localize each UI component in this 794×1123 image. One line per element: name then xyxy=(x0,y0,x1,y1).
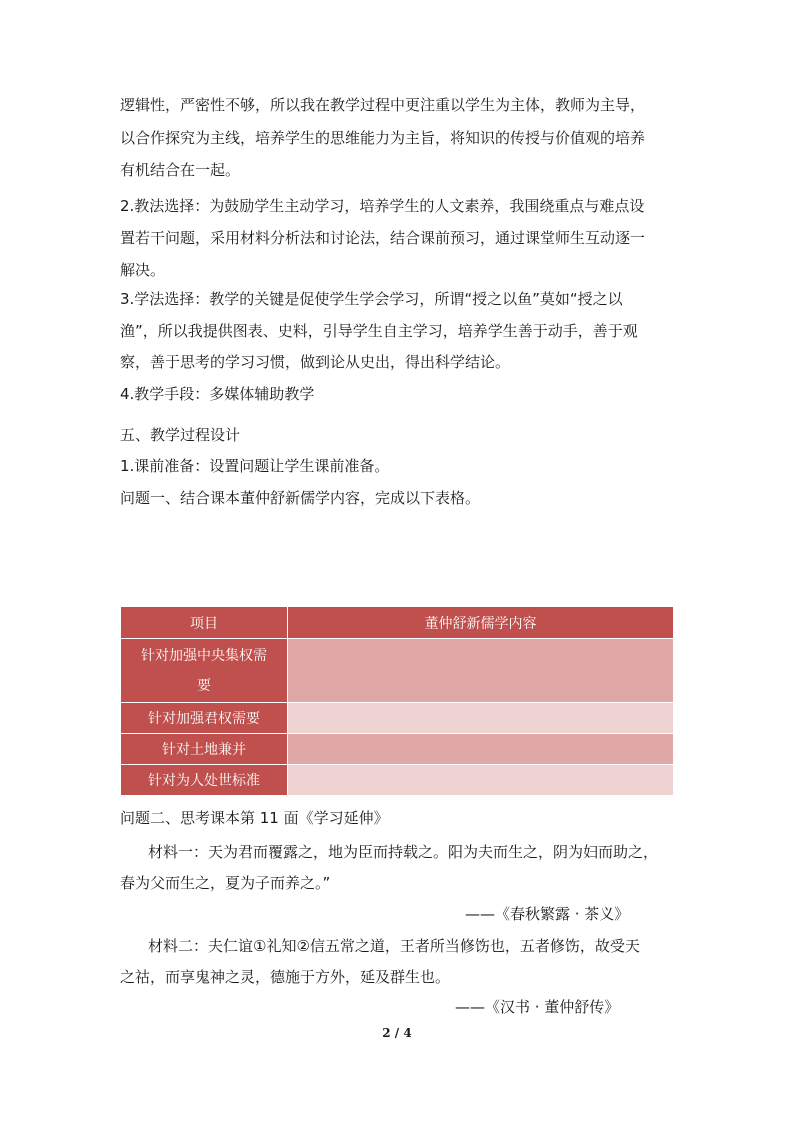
material-two-source: ——《汉书 · 董仲舒传》 xyxy=(455,998,620,1016)
table-row xyxy=(121,765,674,796)
row-label: 针对加强君权需要 xyxy=(121,703,288,734)
paragraph-line: 3.学法选择：教学的关键是促使学生学会学习，所谓“授之以鱼”莫如“授之以 xyxy=(120,290,623,308)
section-heading: 五、教学过程设计 xyxy=(120,426,241,444)
table-cell xyxy=(288,734,674,765)
paragraph-line: 1.课前准备：设置问题让学生课前准备。 xyxy=(120,457,390,475)
paragraph-line: 问题一、结合课本董仲舒新儒学内容，完成以下表格。 xyxy=(120,489,481,507)
paragraph-line: 渔”，所以我提供图表、史料，引导学生自主学习，培养学生善于动手，善于观 xyxy=(120,322,638,340)
row-label-line: 要 xyxy=(197,677,211,694)
row-label: 针对土地兼并 xyxy=(121,734,288,765)
content-table xyxy=(120,606,674,796)
paragraph-line: 有机结合在一起。 xyxy=(120,161,241,179)
paragraph-line: 置若干问题，采用材料分析法和讨论法，结合课前预习，通过课堂师生互动逐一 xyxy=(120,229,646,247)
material-one-source: ——《春秋繁露 · 茶义》 xyxy=(465,905,630,923)
paragraph-line: 察，善于思考的学习习惯，做到论从史出，得出科学结论。 xyxy=(120,353,511,371)
table-header-cell: 董仲舒新儒学内容 xyxy=(288,607,674,639)
table-cell xyxy=(288,703,674,734)
table-row xyxy=(121,734,674,765)
paragraph-line: 2.教法选择：为鼓励学生主动学习，培养学生的人文素养，我围绕重点与难点设 xyxy=(120,197,645,215)
paragraph-line: 逻辑性，严密性不够，所以我在教学过程中更注重以学生为主体，教师为主导， xyxy=(120,96,646,114)
paragraph-line: 解决。 xyxy=(120,261,166,279)
material-one-line: 春为父而生之，夏为子而养之。” xyxy=(120,874,331,892)
page-number: 2 / 4 xyxy=(382,1026,412,1040)
table-cell xyxy=(288,765,674,796)
paragraph-line: 4.教学手段：多媒体辅助教学 xyxy=(120,385,315,403)
table-header-cell: 项目 xyxy=(121,607,288,639)
material-two-line: 之祜，而享鬼神之灵，德施于方外，延及群生也。 xyxy=(120,968,451,986)
material-one-line: 材料一：天为君而覆露之，地为臣而持载之。阳为夫而生之，阴为妇而助之， xyxy=(148,843,659,861)
question-two: 问题二、思考课本第 11 面《学习延伸》 xyxy=(120,809,389,827)
row-label-line: 针对加强中央集权需 xyxy=(141,647,267,664)
row-label xyxy=(121,639,288,703)
table-row xyxy=(121,639,674,703)
table-row xyxy=(121,703,674,734)
paragraph-line: 以合作探究为主线，培养学生的思维能力为主旨，将知识的传授与价值观的培养 xyxy=(120,129,646,147)
table-header-row xyxy=(121,607,674,639)
material-two-line: 材料二：夫仁谊①礼知②信五常之道，王者所当修饬也，五者修饬，故受天 xyxy=(148,937,640,955)
row-label: 针对为人处世标准 xyxy=(121,765,288,796)
table-cell xyxy=(288,639,674,703)
